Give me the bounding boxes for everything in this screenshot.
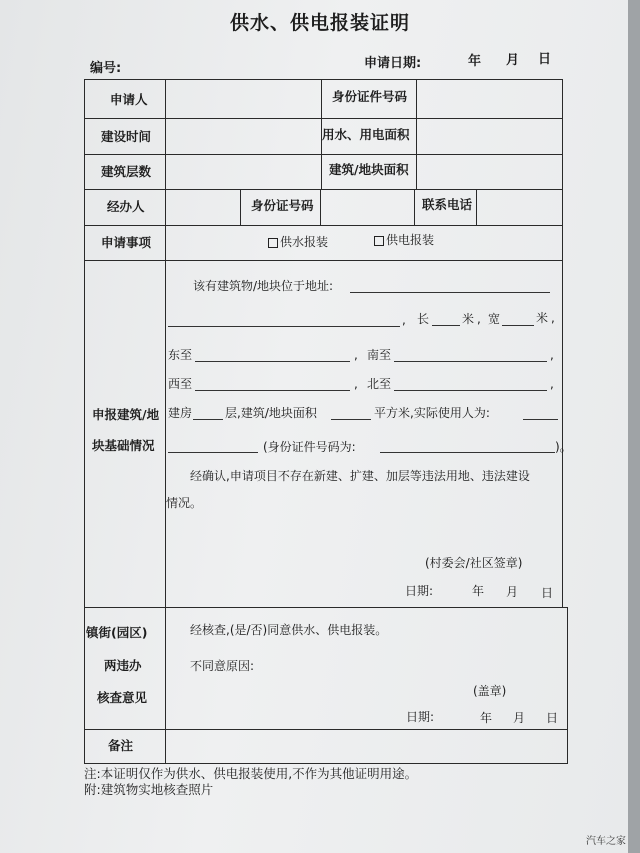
- option-water[interactable]: [268, 236, 328, 248]
- user-id-field[interactable]: [380, 452, 555, 453]
- option-power[interactable]: [374, 234, 434, 246]
- water-power-area-label: 用水、用电面积: [322, 127, 410, 142]
- address-line-2[interactable]: [168, 326, 400, 327]
- id-close-text: )。: [555, 440, 572, 454]
- basic-day: 日: [541, 586, 554, 600]
- basic-label-2: 块基础情况: [92, 438, 155, 453]
- user-field-cont[interactable]: [168, 452, 258, 453]
- north-label: 北至: [367, 377, 392, 391]
- item-label: 申请事项: [101, 235, 152, 250]
- apply-month: 月: [506, 53, 520, 68]
- length-unit: 米: [462, 312, 475, 326]
- review-month: 月: [513, 711, 526, 725]
- review-year: 年: [480, 711, 493, 725]
- applicant-label: 申请人: [110, 92, 148, 107]
- width-field[interactable]: [502, 325, 534, 326]
- power-checkbox[interactable]: [374, 236, 384, 246]
- option-power-label: 供电报装: [386, 233, 435, 247]
- option-water-label: 供水报装: [280, 235, 329, 249]
- note-line-1: 注:本证明仅作为供水、供电报装使用,不作为其他证明用途。: [84, 766, 418, 781]
- west-field[interactable]: [195, 390, 350, 391]
- review-day: 日: [546, 711, 559, 725]
- user-field[interactable]: [523, 419, 558, 420]
- review-agree-text: 经核查,(是/否)同意供水、供电报装。: [190, 623, 388, 637]
- build-label: 建房: [168, 406, 193, 420]
- length-label: 长: [417, 312, 430, 326]
- confirm-line-2: 情况。: [166, 496, 203, 510]
- confirm-line-1: 经确认,申请项目不存在新建、扩建、加层等违法用地、违法建设: [190, 469, 530, 483]
- floors-label: 建筑层数: [101, 164, 152, 179]
- length-field[interactable]: [432, 325, 460, 326]
- building-land-area-label: 建筑/地块面积: [329, 162, 409, 177]
- serial-label: 编号:: [90, 61, 122, 76]
- floors-field[interactable]: [193, 419, 223, 420]
- apply-year: 年: [468, 54, 482, 69]
- floors-unit-text: 层,建筑/地块面积: [225, 406, 317, 420]
- south-field[interactable]: [394, 361, 547, 362]
- width-unit: 米: [536, 311, 549, 325]
- review-label-2: 两违办: [104, 658, 142, 673]
- id-doc-no-label: 身份证件号码: [332, 89, 408, 104]
- apply-day: 日: [538, 52, 552, 67]
- page-edge: [628, 0, 640, 853]
- width-label: 宽: [488, 312, 501, 326]
- basic-month: 月: [506, 585, 519, 599]
- address-line-1[interactable]: [350, 292, 550, 293]
- note-line-2: 附:建筑物实地核查照片: [84, 782, 214, 797]
- watermark: 汽车之家: [586, 836, 626, 847]
- review-label-1: 镇街(园区): [86, 625, 148, 640]
- apply-date-label: 申请日期:: [364, 56, 422, 71]
- area-field[interactable]: [331, 419, 371, 420]
- id-open-text: (身份证件号码为:: [263, 440, 356, 454]
- id-no-label: 身份证号码: [251, 198, 314, 213]
- review-date-label: 日期:: [406, 710, 435, 724]
- west-label: 西至: [168, 377, 193, 391]
- basic-year: 年: [472, 584, 485, 598]
- handler-label: 经办人: [107, 199, 145, 214]
- east-field[interactable]: [195, 361, 350, 362]
- form-title: 供水、供电报装证明: [229, 12, 410, 34]
- remarks-label: 备注: [108, 738, 134, 753]
- review-label-3: 核查意见: [97, 690, 148, 705]
- review-reason-text: 不同意原因:: [190, 659, 255, 673]
- south-label: 南至: [367, 348, 392, 362]
- review-seal: (盖章): [473, 684, 507, 698]
- north-field[interactable]: [394, 390, 547, 391]
- phone-label: 联系电话: [422, 197, 473, 212]
- basic-date-label: 日期:: [405, 584, 434, 598]
- sqm-text: 平方米,实际使用人为:: [374, 406, 490, 420]
- build-time-label: 建设时间: [101, 129, 152, 144]
- east-label: 东至: [168, 348, 193, 362]
- village-seal: (村委会/社区签章): [425, 556, 523, 570]
- basic-label-1: 申报建筑/地: [92, 407, 160, 422]
- water-checkbox[interactable]: [268, 238, 278, 248]
- address-prefix: 该有建筑物/地块位于地址:: [193, 279, 334, 293]
